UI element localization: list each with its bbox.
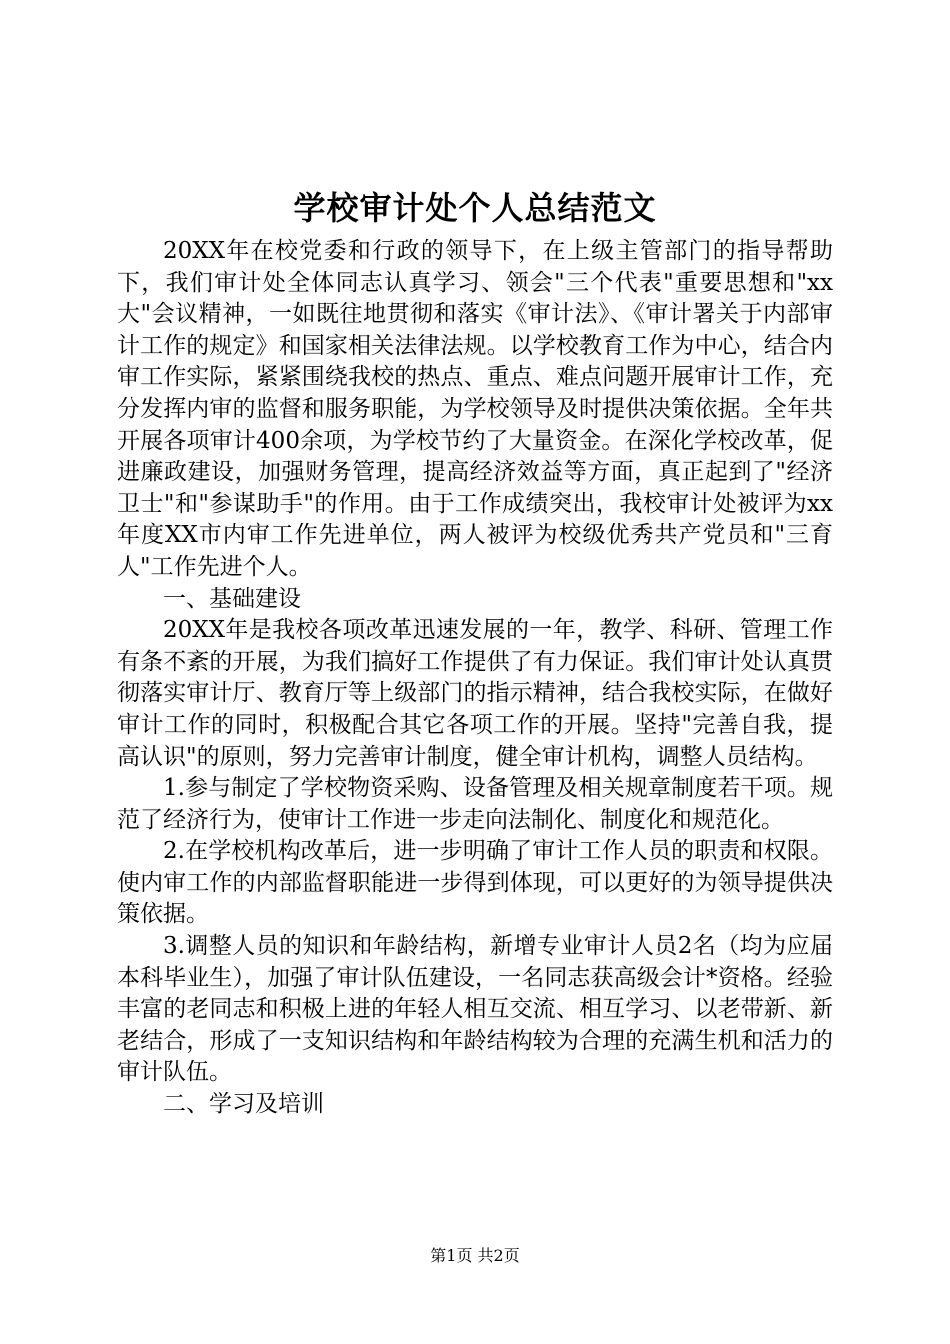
paragraph-foundation: 20XX年是我校各项改革迅速发展的一年，教学、科研、管理工作有条不紊的开展，为我们搞好工作提供了有力保证。我们审计处认真贯彻落实审计厅、教育厅等上级部门的指示精神，结合我校实际，在做好审计工作的同时，积极配合其它各项工作的开展。坚持"完善自我，提高认识"的原则，努力完善审计制度，健全审计机构，调整人员结构。 [117, 617, 833, 770]
page-number-footer: 第1页 共2页 [430, 1246, 520, 1265]
section-heading-foundation: 一、基础建设 [163, 585, 301, 612]
document-body [117, 236, 833, 1121]
list-item-2: 2.在学校机构改革后，进一步明确了审计工作人员的职责和权限。使内审工作的内部监督职能进一步得到体现，可以更好的为领导提供决策依据。 [117, 838, 833, 928]
document-title: 学校审计处个人总结范文 [293, 189, 657, 227]
list-item-3: 3.调整人员的知识和年龄结构，新增专业审计人员2名（均为应届本科毕业生），加强了审计队伍建设，一名同志获高级会计*资格。经验丰富的老同志和积极上进的年轻人相互交流、相互学习、以老带新、新老结合，形成了一支知识结构和年龄结构较为合理的充满生机和活力的审计队伍。 [117, 933, 833, 1086]
paragraph-intro: 20XX年在校党委和行政的领导下，在上级主管部门的指导帮助下，我们审计处全体同志认真学习、领会"三个代表"重要思想和"xx大"会议精神，一如既往地贯彻和落实《审计法》、《审计署关于内部审计工作的规定》和国家相关法律法规。以学校教育工作为中心，结合内审工作实际，紧紧围绕我校的热点、重点、难点问题开展审计工作，充分发挥内审的监督和服务职能，为学校领导及时提供决策依据。全年共开展各项审计400余项，为学校节约了大量资金。在深化学校改革，促进廉政建设，加强财务管理，提高经济效益等方面，真正起到了"经济卫士"和"参谋助手"的作用。由于工作成绩突出，我校审计处被评为xx年度XX市内审工作先进单位，两人被评为校级优秀共产党员和"三育人"工作先进个人。 [117, 238, 833, 580]
section-heading-training: 二、学习及培训 [163, 1091, 324, 1118]
list-item-1: 1.参与制定了学校物资采购、设备管理及相关规章制度若干项。规范了经济行为，使审计工作进一步走向法制化、制度化和规范化。 [117, 775, 833, 833]
